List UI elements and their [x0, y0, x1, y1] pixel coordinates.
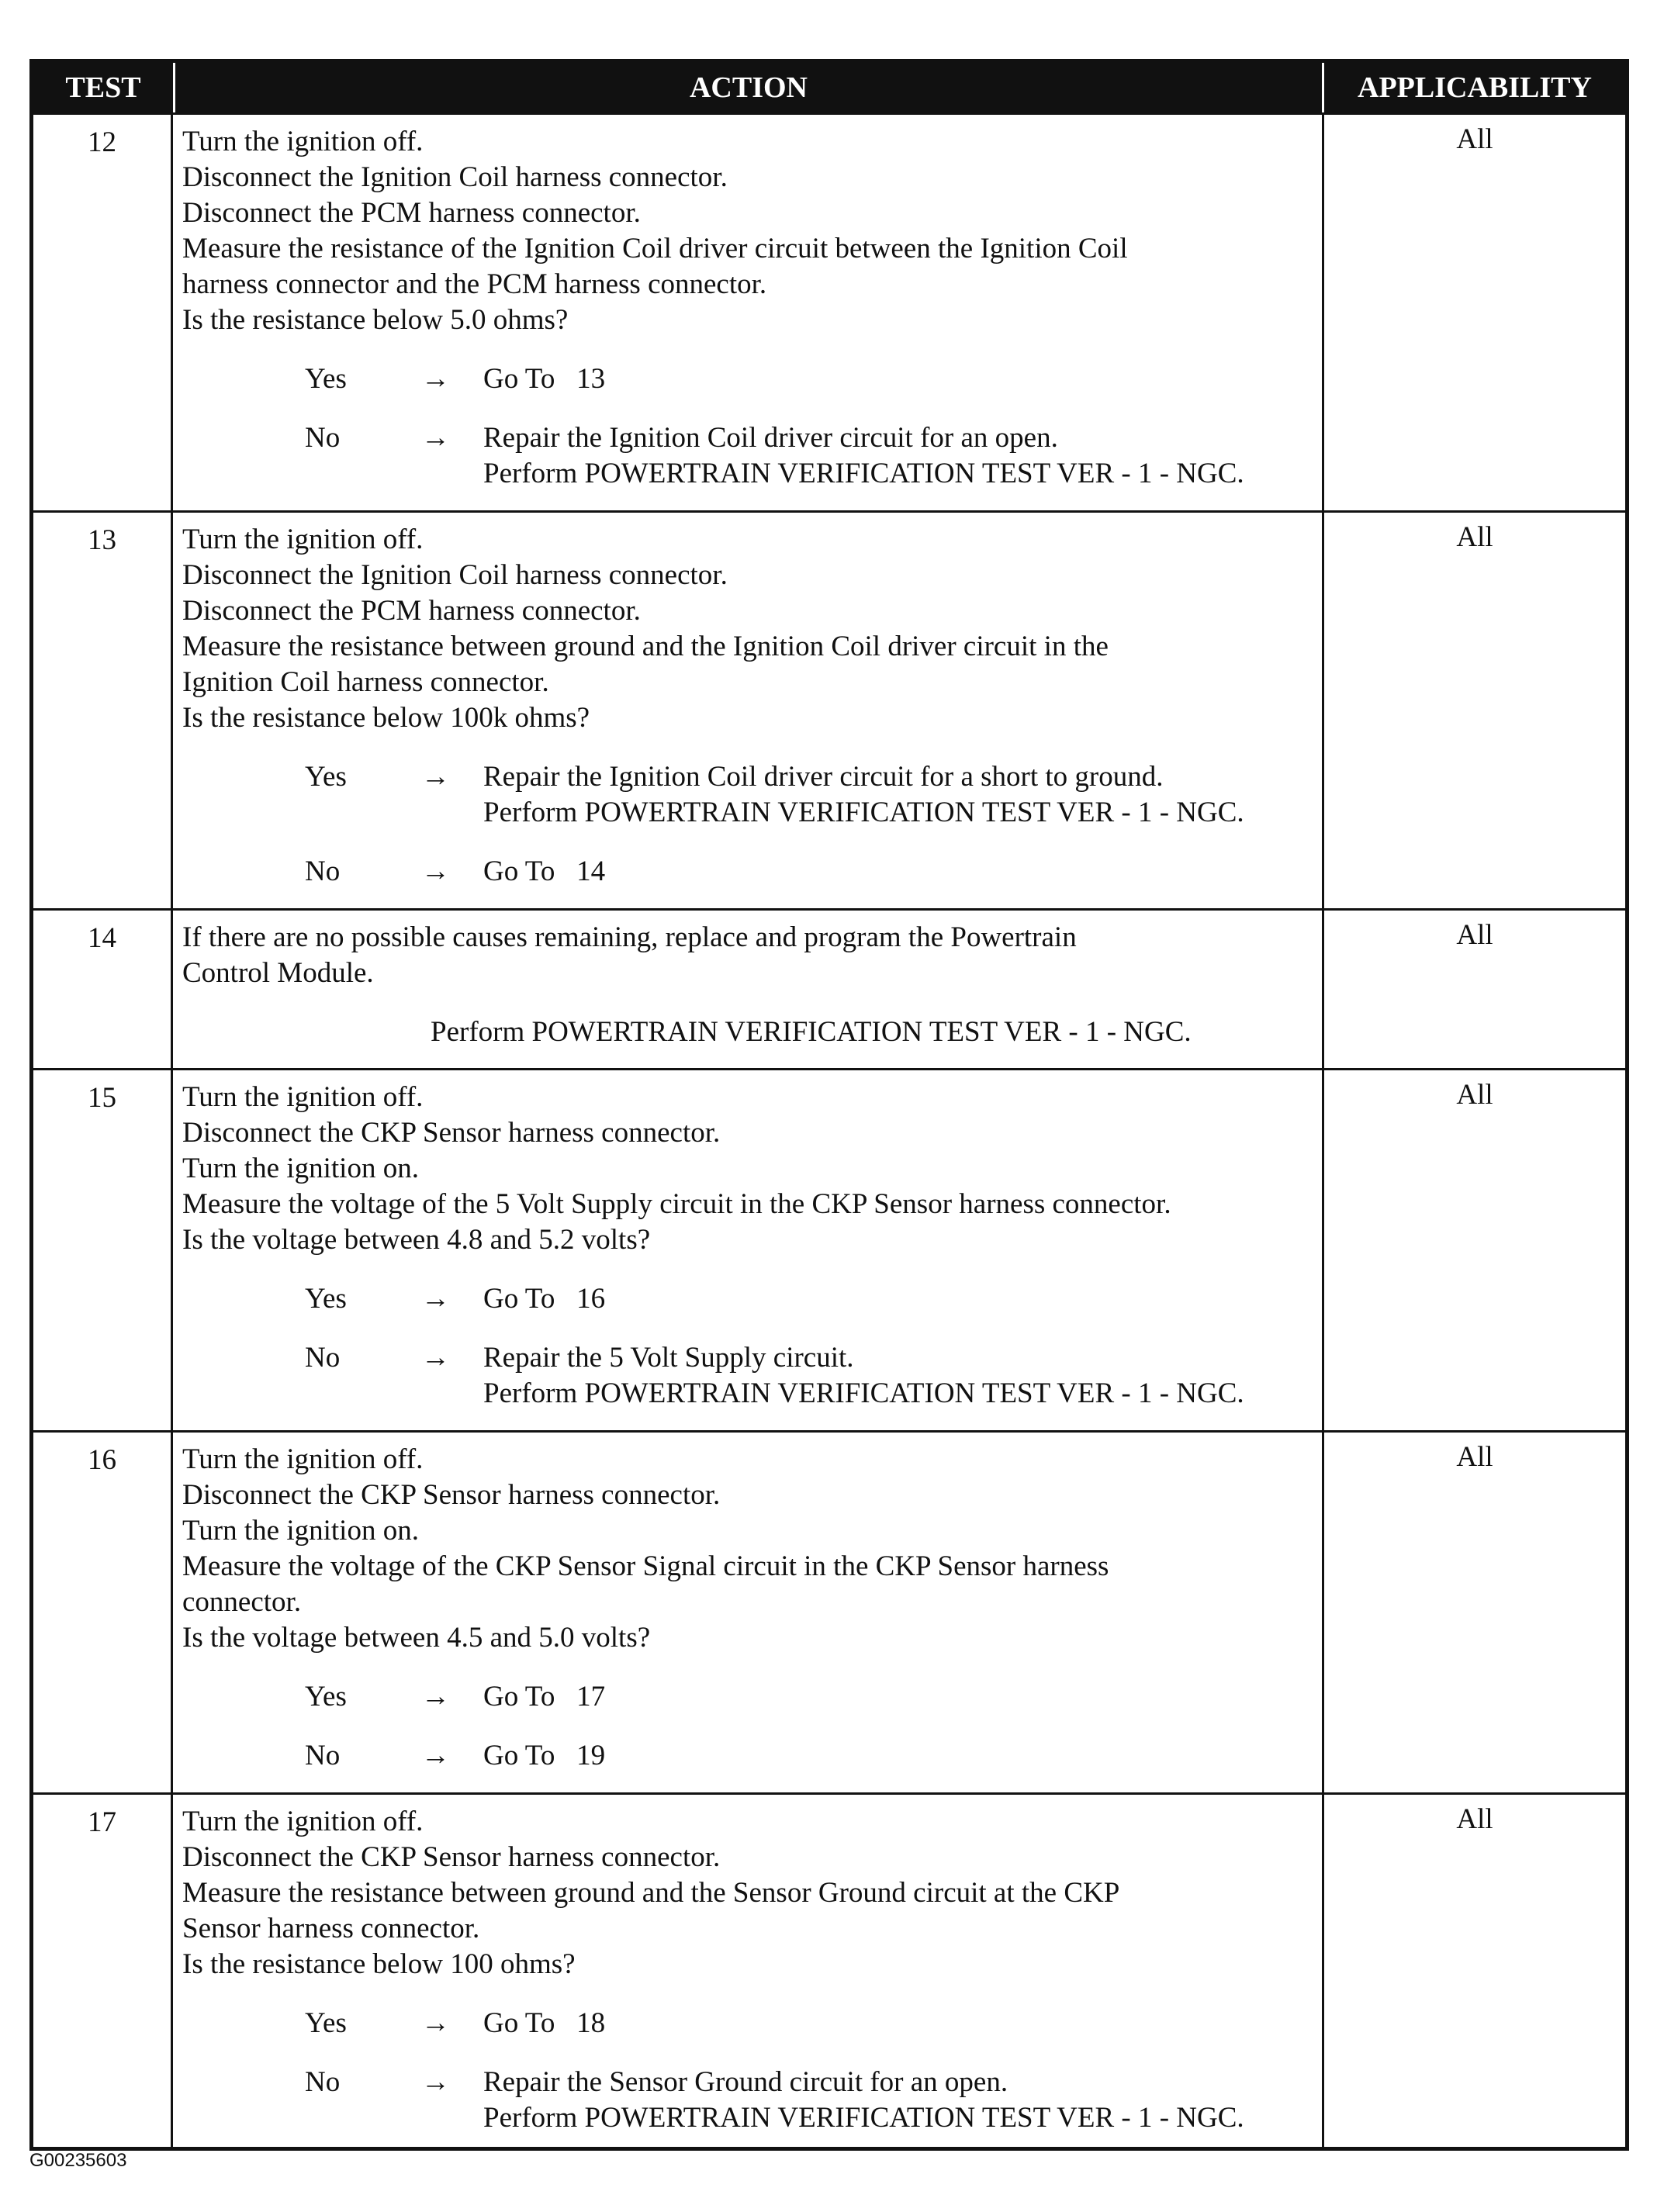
action-line: Measure the resistance between ground and the Ignition Coil driver circuit in the [182, 631, 1109, 662]
arrow-icon: → [421, 855, 450, 887]
applicability-cell: All [1456, 919, 1493, 951]
action-line: Is the resistance below 100k ohms? [182, 702, 590, 734]
action-cell [173, 1070, 1324, 1430]
no-option [182, 1340, 1314, 1412]
action-line: Measure the voltage of the CKP Sensor Signal circuit in the CKP Sensor harness [182, 1550, 1109, 1582]
action-line: Sensor harness connector. [182, 1913, 480, 1944]
yes-label: Yes [305, 1681, 347, 1713]
applicability-cell: All [1456, 521, 1493, 553]
action-line: Disconnect the PCM harness connector. [182, 595, 641, 627]
diagnostic-test-table [29, 59, 1629, 2151]
arrow-icon: → [421, 1342, 450, 1374]
yes-result [483, 1679, 1314, 1715]
action-line: Control Module. [182, 957, 374, 989]
action-cell [173, 1433, 1324, 1792]
test-number: 14 [33, 911, 173, 1068]
action-line: Turn the ignition off. [182, 1806, 424, 1837]
action-line: Disconnect the CKP Sensor harness connector. [182, 1117, 721, 1149]
result-line: Go To 18 [483, 2007, 606, 2039]
header-applicability: APPLICABILITY [1358, 71, 1592, 104]
test-number: 17 [33, 1795, 173, 2147]
yes-label: Yes [305, 761, 347, 793]
result-line: Perform POWERTRAIN VERIFICATION TEST VER - 1 - NGC. [483, 797, 1244, 828]
action-line: Is the voltage between 4.8 and 5.2 volts? [182, 1224, 651, 1256]
result-line: Repair the Ignition Coil driver circuit for a short to ground. [483, 761, 1164, 793]
action-line: Turn the ignition off. [182, 126, 424, 157]
no-result [483, 420, 1314, 492]
arrow-icon: → [421, 363, 450, 395]
action-line: Turn the ignition off. [182, 524, 424, 555]
no-label: No [305, 2066, 341, 2098]
action-line: Is the resistance below 100 ohms? [182, 1948, 576, 1980]
yes-label: Yes [305, 2007, 347, 2039]
result-line: Perform POWERTRAIN VERIFICATION TEST VER - 1 - NGC. [483, 1377, 1244, 1409]
yes-result [483, 2006, 1314, 2041]
result-line: Go To 19 [483, 1740, 606, 1771]
action-line: Disconnect the CKP Sensor harness connector. [182, 1841, 721, 1873]
action-line: Is the resistance below 5.0 ohms? [182, 304, 569, 336]
action-line: connector. [182, 1586, 302, 1618]
table-row [33, 112, 1625, 510]
action-line: Ignition Coil harness connector. [182, 666, 549, 698]
action-line: Is the voltage between 4.5 and 5.0 volts? [182, 1622, 651, 1654]
no-result [483, 1340, 1314, 1412]
action-line: Measure the resistance of the Ignition Coil driver circuit between the Ignition Coil [182, 233, 1128, 264]
arrow-icon: → [421, 761, 450, 793]
no-option [182, 854, 1314, 890]
action-line: Turn the ignition off. [182, 1081, 424, 1113]
action-cell [173, 513, 1324, 908]
result-line: Go To 14 [483, 855, 606, 887]
yes-result [483, 759, 1314, 831]
yes-option [182, 1679, 1314, 1715]
header-action: ACTION [175, 63, 1324, 112]
no-label: No [305, 1740, 341, 1771]
action-line: Turn the ignition on. [182, 1515, 419, 1547]
yes-option [182, 759, 1314, 831]
table-row [33, 1068, 1625, 1430]
table-row [33, 1792, 1625, 2147]
applicability-cell: All [1456, 1803, 1493, 1835]
yes-option [182, 361, 1314, 397]
action-line: harness connector and the PCM harness connector. [182, 268, 767, 300]
yes-option [182, 1281, 1314, 1317]
yes-result [483, 361, 1314, 397]
action-line: Disconnect the Ignition Coil harness connector. [182, 559, 728, 591]
test-number: 13 [33, 513, 173, 908]
action-line: Disconnect the Ignition Coil harness connector. [182, 161, 728, 193]
arrow-icon: → [421, 1681, 450, 1713]
action-cell [173, 115, 1324, 510]
applicability-cell: All [1456, 1441, 1493, 1473]
result-line: Go To 13 [483, 363, 606, 395]
table-row [33, 1430, 1625, 1792]
action-line: Disconnect the PCM harness connector. [182, 197, 641, 229]
test-number: 15 [33, 1070, 173, 1430]
result-line: Perform POWERTRAIN VERIFICATION TEST VER - 1 - NGC. [483, 458, 1244, 489]
no-option [182, 2065, 1314, 2136]
arrow-icon: → [421, 2066, 450, 2098]
action-line: Turn the ignition off. [182, 1443, 424, 1475]
no-option [182, 420, 1314, 492]
test-number: 16 [33, 1433, 173, 1792]
figure-id: G00235603 [29, 2150, 127, 2171]
action-line: Disconnect the CKP Sensor harness connector. [182, 1479, 721, 1511]
result-line: Repair the Sensor Ground circuit for an open. [483, 2066, 1008, 2098]
table-body [33, 112, 1625, 2147]
result-line: Go To 17 [483, 1681, 606, 1713]
action-line: Measure the voltage of the 5 Volt Supply circuit in the CKP Sensor harness connector. [182, 1188, 1171, 1220]
test-number: 12 [33, 115, 173, 510]
table-row [33, 908, 1625, 1068]
yes-label: Yes [305, 363, 347, 395]
result-line: Go To 16 [483, 1283, 606, 1315]
arrow-icon: → [421, 2007, 450, 2039]
no-result [483, 1738, 1314, 1774]
applicability-cell: All [1456, 123, 1493, 155]
action-cell [173, 911, 1324, 1068]
result-line: Repair the Ignition Coil driver circuit for an open. [483, 422, 1058, 454]
perform-instruction: Perform POWERTRAIN VERIFICATION TEST VER - 1 - NGC. [431, 1016, 1192, 1048]
no-label: No [305, 1342, 341, 1374]
action-line: Measure the resistance between ground and the Sensor Ground circuit at the CKP [182, 1877, 1120, 1909]
no-label: No [305, 855, 341, 887]
yes-option [182, 2006, 1314, 2041]
yes-result [483, 1281, 1314, 1317]
no-result [483, 2065, 1314, 2136]
arrow-icon: → [421, 422, 450, 454]
result-line: Perform POWERTRAIN VERIFICATION TEST VER - 1 - NGC. [483, 2102, 1244, 2134]
arrow-icon: → [421, 1283, 450, 1315]
header-test: TEST [33, 63, 175, 112]
arrow-icon: → [421, 1740, 450, 1771]
result-line: Repair the 5 Volt Supply circuit. [483, 1342, 854, 1374]
action-line: Turn the ignition on. [182, 1153, 419, 1184]
action-line: If there are no possible causes remaining, replace and program the Powertrain [182, 921, 1077, 953]
no-option [182, 1738, 1314, 1774]
table-header [33, 63, 1625, 112]
yes-label: Yes [305, 1283, 347, 1315]
no-result [483, 854, 1314, 890]
table-row [33, 510, 1625, 908]
no-label: No [305, 422, 341, 454]
action-cell [173, 1795, 1324, 2147]
applicability-cell: All [1456, 1079, 1493, 1111]
